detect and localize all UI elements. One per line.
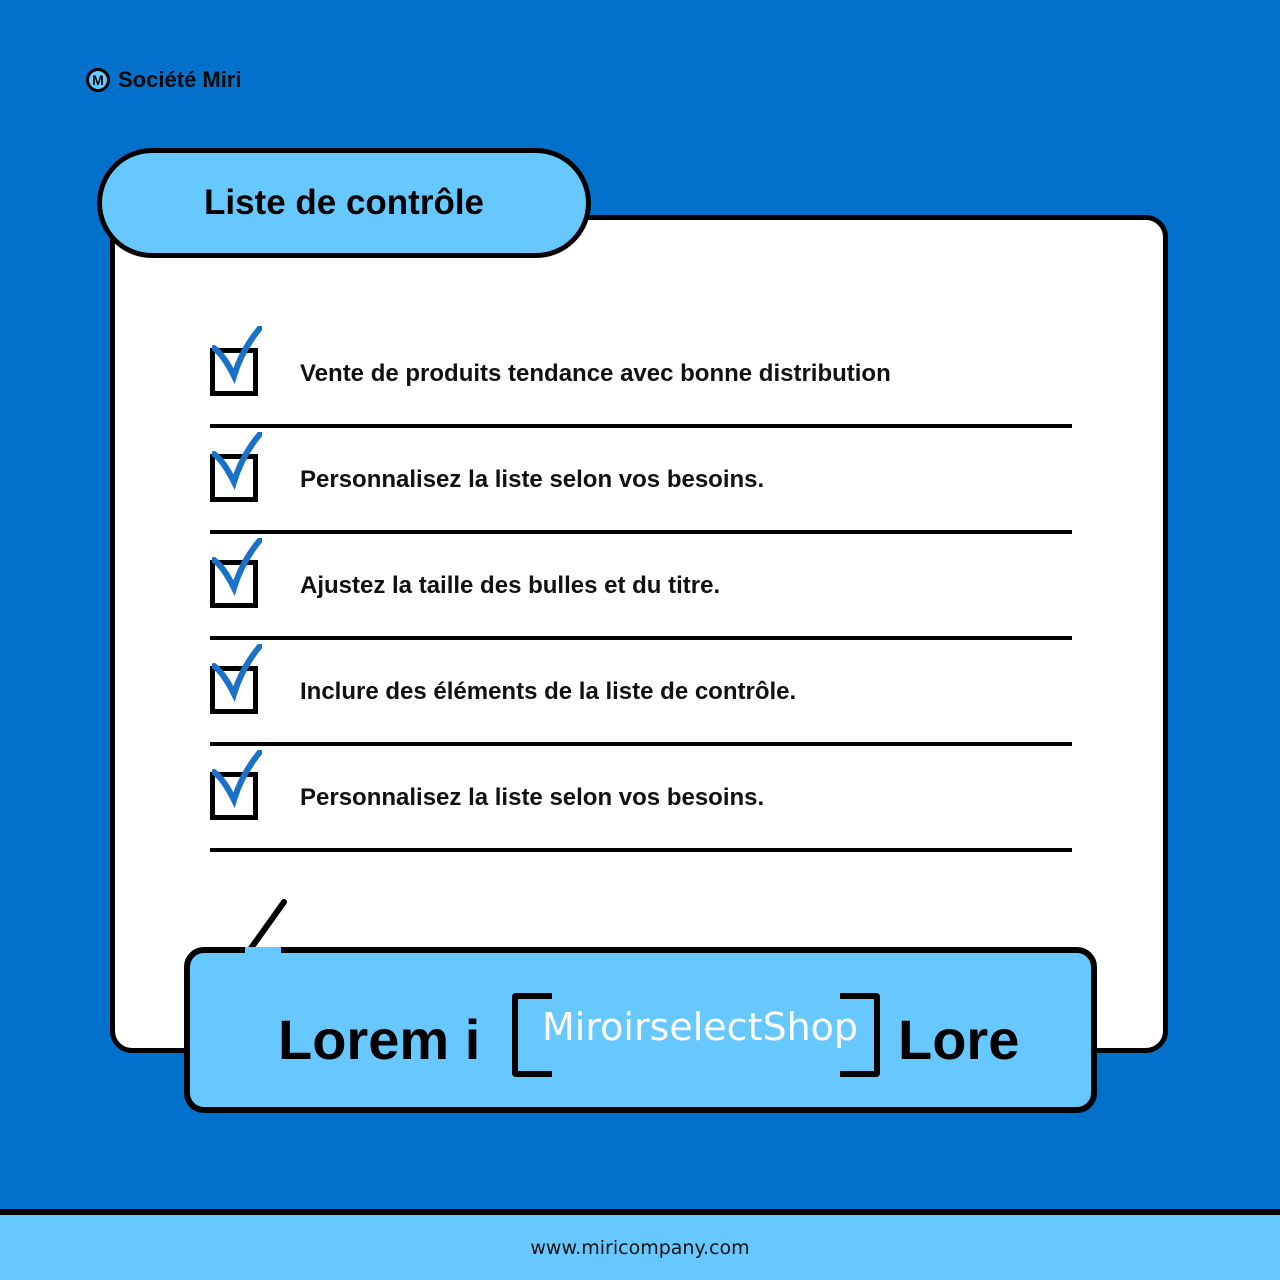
- checkmark-icon: [212, 644, 262, 704]
- bubble-tail-icon: [235, 895, 295, 957]
- checklist-item-label: Inclure des éléments de la liste de contrôle.: [300, 678, 797, 705]
- checkmark-icon: [212, 750, 262, 810]
- right-bracket-icon: [840, 993, 880, 1077]
- checklist-item-label: Ajustez la taille des bulles et du titre.: [300, 572, 721, 599]
- checklist-item: [210, 640, 1072, 746]
- checkmark-icon: [212, 326, 262, 386]
- bubble-text-left: Lorem i: [278, 1008, 481, 1071]
- checklist-item-label: Vente de produits tendance avec bonne distribution: [300, 360, 891, 387]
- checklist-item: [210, 746, 1072, 852]
- brand-name: Société Miri: [118, 67, 242, 92]
- checklist-item: [210, 322, 1072, 428]
- brand: [86, 67, 241, 93]
- brand-logo-icon: M: [86, 68, 110, 92]
- speech-bubble: [184, 947, 1097, 1113]
- checkmark-icon: [212, 432, 262, 492]
- shop-name: MiroirselectShop: [542, 1005, 859, 1049]
- checklist-item: [210, 534, 1072, 640]
- checklist-item-label: Personnalisez la liste selon vos besoins.: [300, 466, 765, 493]
- page-title: Liste de contrôle: [203, 183, 485, 222]
- footer: [0, 1209, 1280, 1280]
- checkmark-icon: [212, 538, 262, 598]
- title-pill: [97, 148, 591, 258]
- checklist-item: [210, 428, 1072, 534]
- checklist-item-label: Personnalisez la liste selon vos besoins.: [300, 784, 765, 811]
- bubble-text-right: Lore: [898, 1008, 1020, 1071]
- checklist: [210, 322, 1072, 852]
- website-link[interactable]: www.miricompany.com: [530, 1236, 750, 1259]
